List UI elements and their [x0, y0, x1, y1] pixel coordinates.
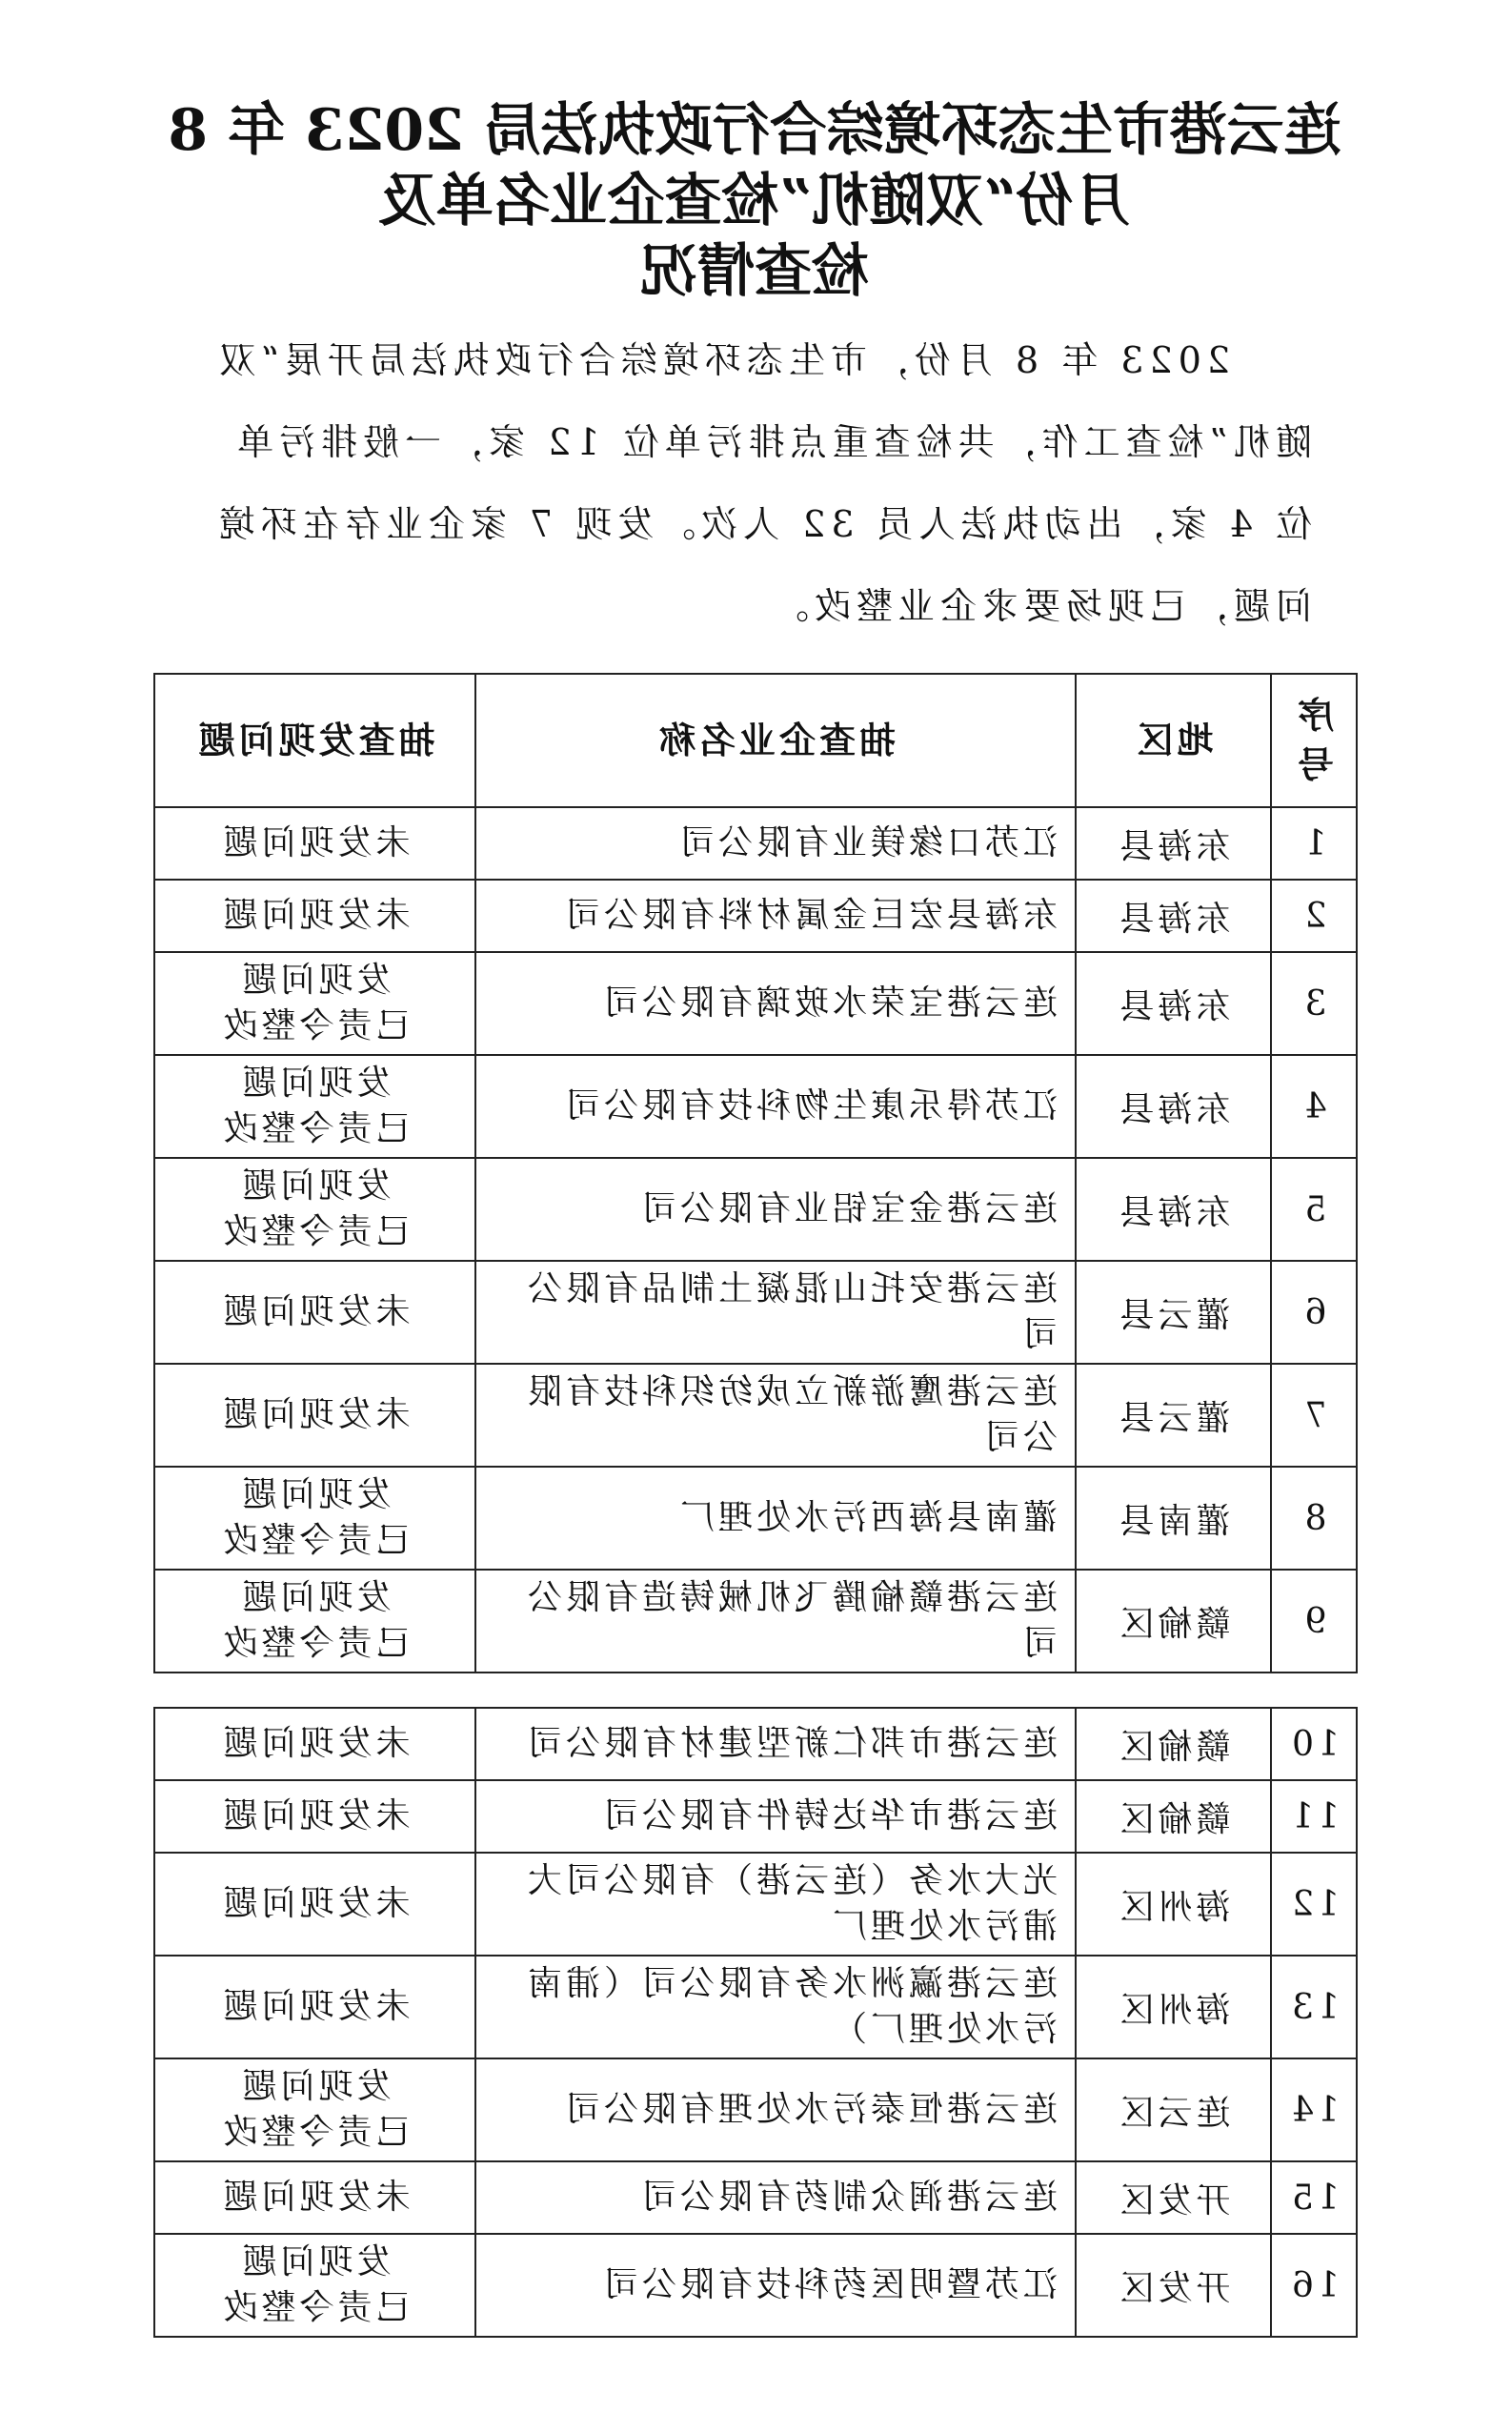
table-row — [154, 1780, 1357, 1853]
cell-no: 13 — [1271, 1956, 1357, 2058]
title-line-1: 连云港市生态环境综合行政执法局 2023 年 8 — [168, 97, 1341, 164]
cell-area: 东海县 — [1076, 880, 1271, 952]
cell-result: 发现问题 已责令整改 — [154, 1158, 475, 1261]
cell-result: 未发现问题 — [154, 1956, 475, 2058]
inspection-table-part-2 — [153, 1707, 1358, 2338]
intro-text: 2023 年 8 月份，市生态环境综合行政执法局开展“双随机”检查工作，共检查重点排污单位 12 家，一般排污单位 4 家，出动执法人员 32 人次。发现 7 家企业存在环境问题，已现场要求企业整改。 — [212, 339, 1312, 627]
cell-no: 7 — [1271, 1364, 1357, 1467]
cell-company: 东海县宏巨金属材料有限公司 — [475, 880, 1076, 952]
cell-result: 发现问题 已责令整改 — [154, 1055, 475, 1158]
table-row — [154, 1364, 1357, 1467]
cell-area: 赣榆区 — [1076, 1570, 1271, 1673]
title-line-2: 月份“双随机”检查企业名单及 — [378, 168, 1131, 234]
cell-company: 连云港润众制药有限公司 — [475, 2161, 1076, 2234]
cell-result: 发现问题 已责令整改 — [154, 952, 475, 1055]
cell-area: 海州区 — [1076, 1956, 1271, 2058]
table-row — [154, 880, 1357, 952]
cell-result: 未发现问题 — [154, 1364, 475, 1467]
header-area: 地区 — [1076, 674, 1271, 807]
table-header-row — [154, 674, 1357, 807]
cell-area: 东海县 — [1076, 1055, 1271, 1158]
cell-no: 1 — [1271, 807, 1357, 880]
cell-no: 3 — [1271, 952, 1357, 1055]
table-row — [154, 2058, 1357, 2161]
intro-paragraph — [197, 319, 1312, 647]
cell-area: 东海县 — [1076, 952, 1271, 1055]
cell-area: 海州区 — [1076, 1853, 1271, 1956]
table-row — [154, 1467, 1357, 1570]
cell-result: 发现问题 已责令整改 — [154, 2058, 475, 2161]
cell-no: 4 — [1271, 1055, 1357, 1158]
cell-result: 发现问题 已责令整改 — [154, 1467, 475, 1570]
table-row — [154, 1570, 1357, 1673]
cell-area: 赣榆区 — [1076, 1708, 1271, 1780]
cell-company: 连云港鹰游新立成纺织科技有限公司 — [475, 1364, 1076, 1467]
cell-no: 10 — [1271, 1708, 1357, 1780]
cell-result: 未发现问题 — [154, 1261, 475, 1364]
cell-result: 发现问题 已责令整改 — [154, 1570, 475, 1673]
cell-area: 开发区 — [1076, 2234, 1271, 2337]
cell-result: 未发现问题 — [154, 1708, 475, 1780]
cell-company: 灌南县海西污水处理厂 — [475, 1467, 1076, 1570]
cell-company: 江苏暨明医药科技有限公司 — [475, 2234, 1076, 2337]
table-row — [154, 952, 1357, 1055]
cell-area: 灌云县 — [1076, 1261, 1271, 1364]
cell-company: 连云港瀛洲水务有限公司（浦南污水处理厂） — [475, 1956, 1076, 2058]
table-row — [154, 807, 1357, 880]
cell-result: 未发现问题 — [154, 1853, 475, 1956]
cell-company: 连云港市邦仁新型建材有限公司 — [475, 1708, 1076, 1780]
cell-no: 16 — [1271, 2234, 1357, 2337]
cell-company: 连云港安托山混凝土制品有限公司 — [475, 1261, 1076, 1364]
cell-company: 江苏口缘镁业有限公司 — [475, 807, 1076, 880]
cell-no: 9 — [1271, 1570, 1357, 1673]
document-title — [140, 95, 1369, 307]
cell-no: 2 — [1271, 880, 1357, 952]
cell-company: 连云港赣榆腾飞机械铸造有限公司 — [475, 1570, 1076, 1673]
inspection-table-part-1 — [153, 673, 1358, 1673]
header-no: 序号 — [1271, 674, 1357, 807]
cell-no: 8 — [1271, 1467, 1357, 1570]
cell-area: 东海县 — [1076, 1158, 1271, 1261]
cell-result: 未发现问题 — [154, 2161, 475, 2234]
cell-no: 5 — [1271, 1158, 1357, 1261]
table-row — [154, 1261, 1357, 1364]
table-row — [154, 1055, 1357, 1158]
cell-no: 12 — [1271, 1853, 1357, 1956]
cell-area: 灌南县 — [1076, 1467, 1271, 1570]
header-company: 抽查企业名称 — [475, 674, 1076, 807]
cell-company: 连云港市华达铸件有限公司 — [475, 1780, 1076, 1853]
cell-result: 发现问题 已责令整改 — [154, 2234, 475, 2337]
cell-no: 14 — [1271, 2058, 1357, 2161]
title-line-3: 检查情况 — [640, 238, 869, 305]
cell-no: 6 — [1271, 1261, 1357, 1364]
table-row — [154, 2234, 1357, 2337]
cell-company: 连云港宝荣水玻璃有限公司 — [475, 952, 1076, 1055]
table-row — [154, 1158, 1357, 1261]
table-row — [154, 1708, 1357, 1780]
table-row — [154, 1853, 1357, 1956]
cell-company: 连云港金宝铝业有限公司 — [475, 1158, 1076, 1261]
cell-area: 赣榆区 — [1076, 1780, 1271, 1853]
cell-company: 连云港恒泰污水处理有限公司 — [475, 2058, 1076, 2161]
header-result: 抽查发现问题 — [154, 674, 475, 807]
cell-area: 灌云县 — [1076, 1364, 1271, 1467]
table-row — [154, 1956, 1357, 2058]
cell-result: 未发现问题 — [154, 807, 475, 880]
cell-company: 光大水务（连云港）有限公司大浦污水处理厂 — [475, 1853, 1076, 1956]
cell-area: 开发区 — [1076, 2161, 1271, 2234]
cell-no: 15 — [1271, 2161, 1357, 2234]
cell-result: 未发现问题 — [154, 880, 475, 952]
cell-area: 连云区 — [1076, 2058, 1271, 2161]
table-row — [154, 2161, 1357, 2234]
cell-result: 未发现问题 — [154, 1780, 475, 1853]
cell-company: 江苏得乐康生物科技有限公司 — [475, 1055, 1076, 1158]
cell-area: 东海县 — [1076, 807, 1271, 880]
cell-no: 11 — [1271, 1780, 1357, 1853]
